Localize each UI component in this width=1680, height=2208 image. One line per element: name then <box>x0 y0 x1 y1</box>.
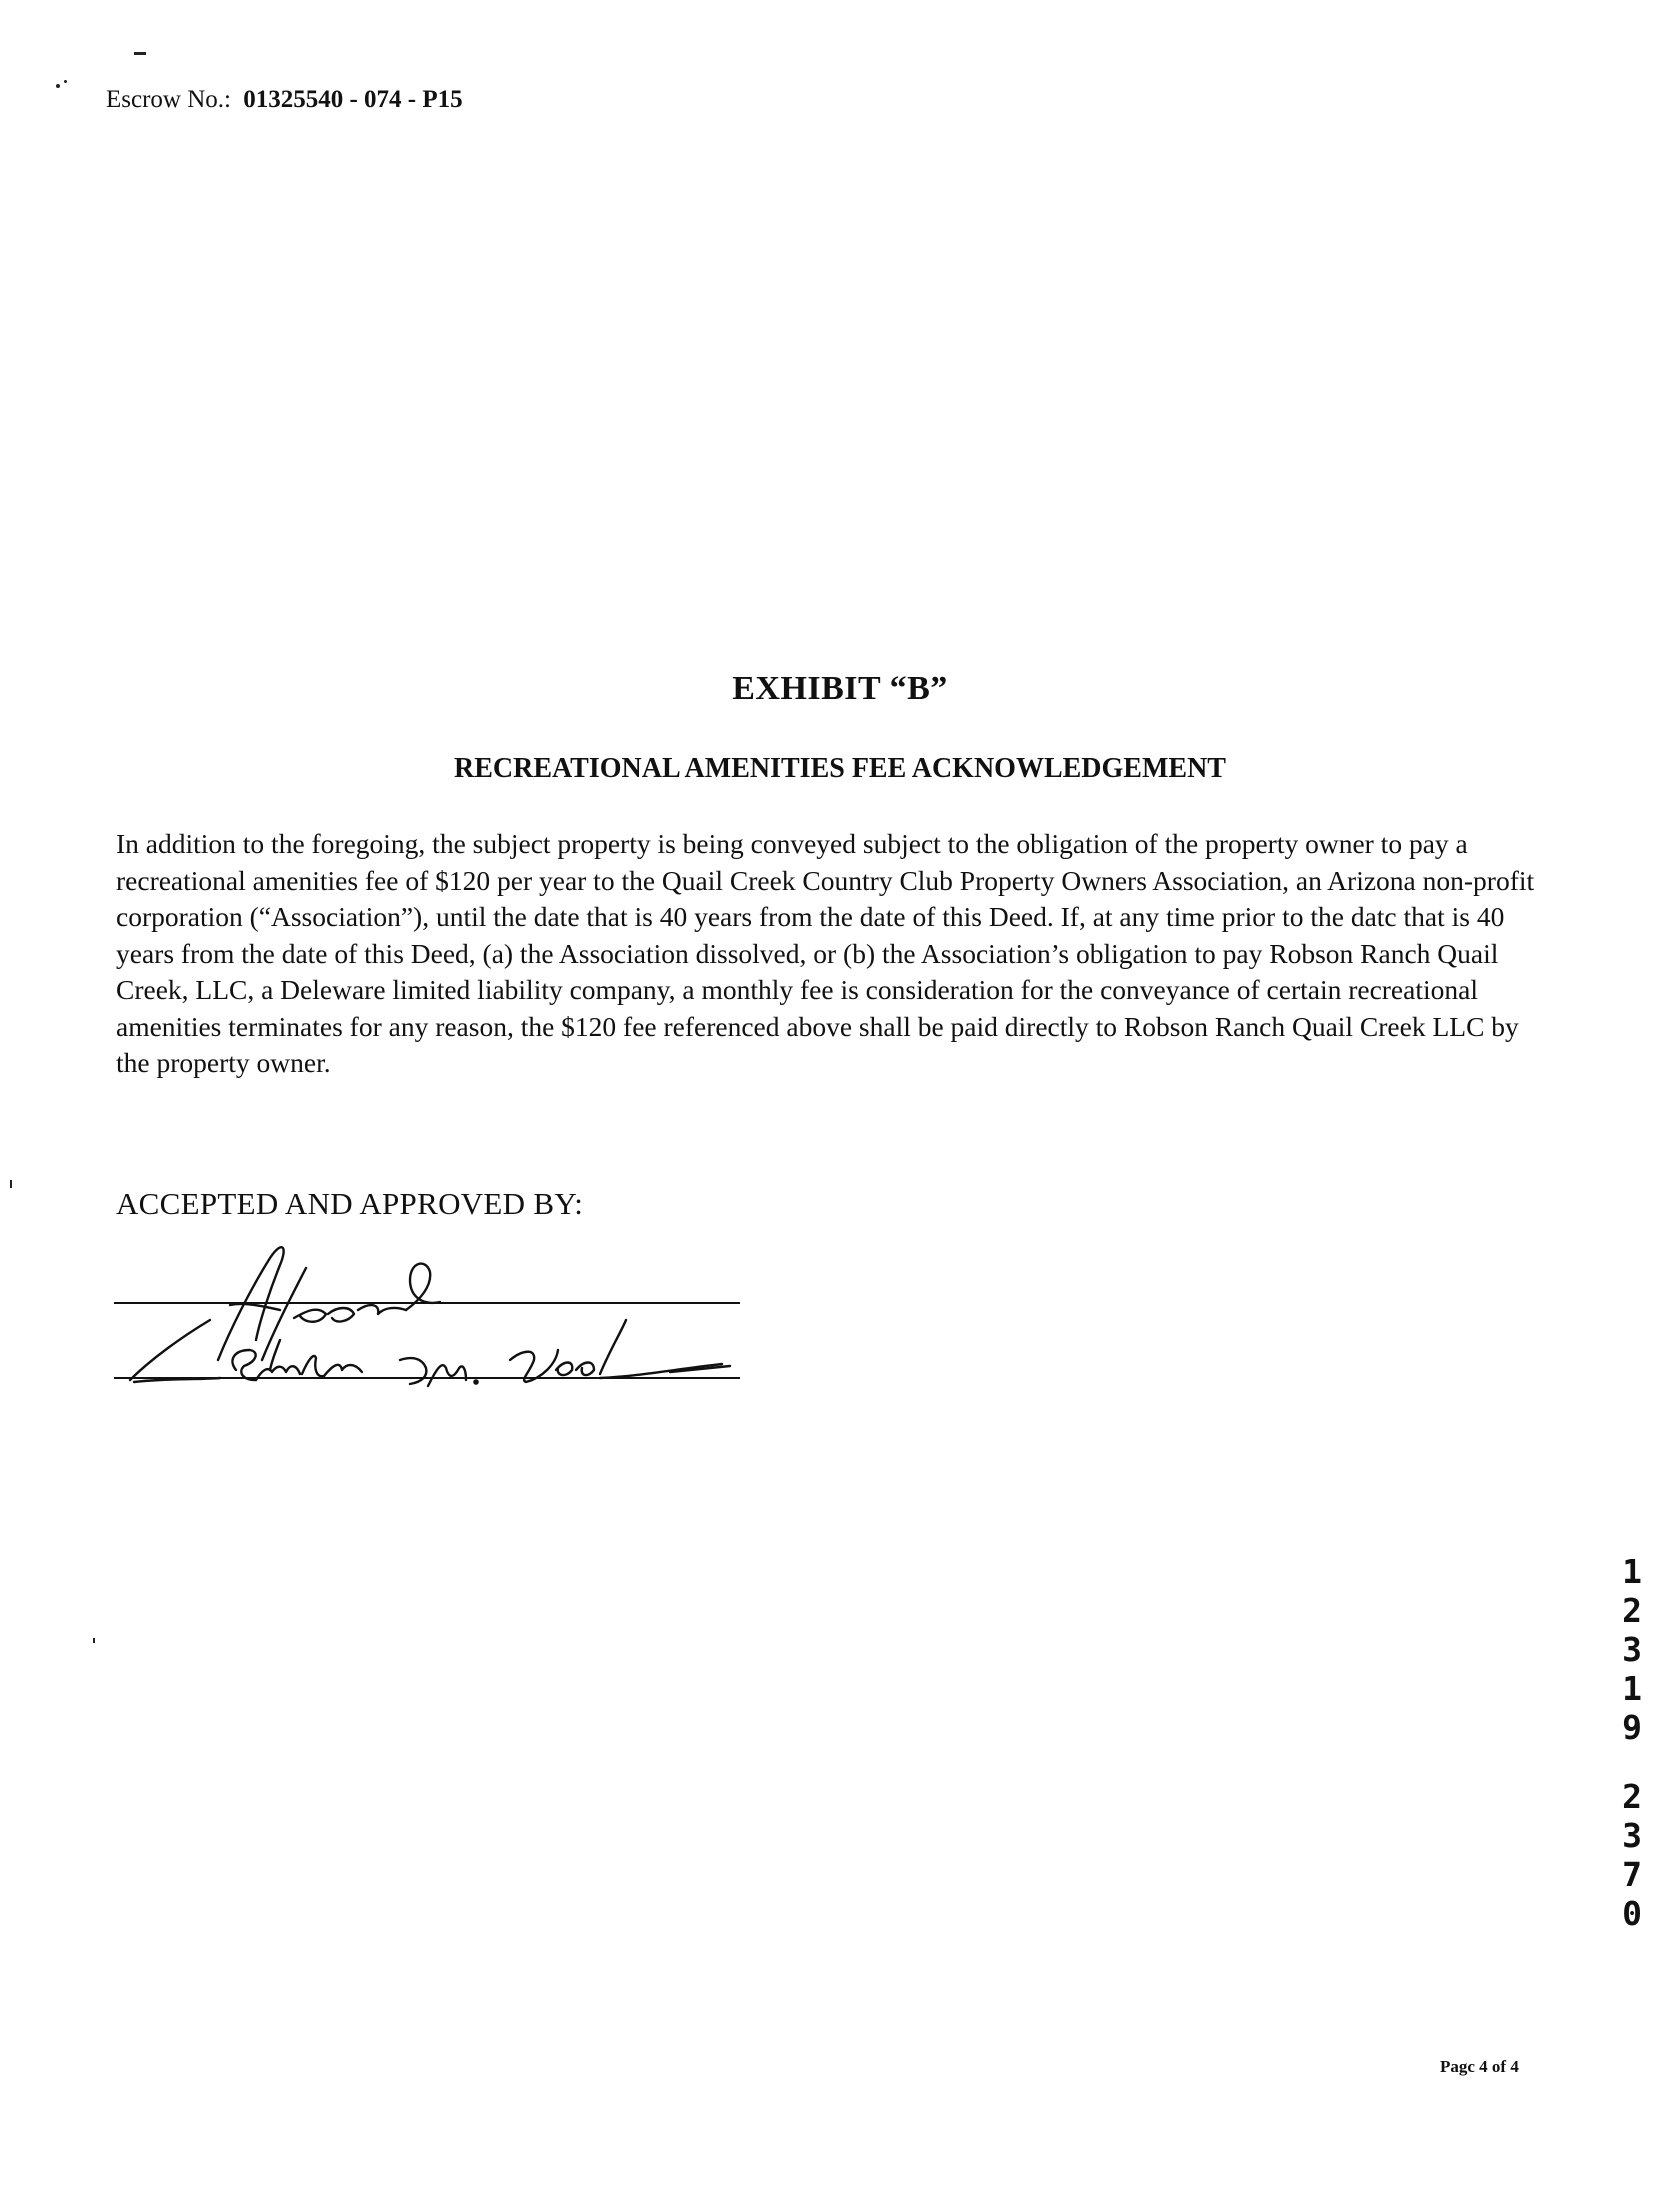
stamp-digit: 2 <box>1622 1777 1642 1816</box>
page-number: Pagc 4 of 4 <box>1440 2057 1519 2076</box>
acknowledgement-paragraph: In addition to the foregoing, the subject property is being conveyed subject to the obligation of the property owner to pay a recreational amenities fee of $120 per year to the Quail Creek Country Club Property Owners Association, an Arizona non-profit corporation (“Association”), until the date that is 40 years from the date of this Deed. If, at any time prior to the datc that is 40 years from the date of this Deed, (a) the Association dissolved, or (b) the Association’s obligation to pay Robson Ranch Quail Creek, LLC, a Deleware limited liability company, a monthly fee is consideration for the conveyance of certain recreational amenities terminates for any reason, the $120 fee referenced above shall be paid directly to Robson Ranch Quail Creek LLC by the property owner. <box>116 828 1535 1078</box>
stamp-gap <box>1612 1747 1652 1777</box>
escrow-number-header <box>106 86 463 114</box>
stamp-digit: 3 <box>1622 1816 1642 1855</box>
stamp-digit: 7 <box>1622 1855 1642 1894</box>
stamp-digit: 1 <box>1622 1669 1642 1708</box>
signature-1-text: Neal <box>130 1280 132 1281</box>
scan-speck <box>56 84 60 88</box>
handwritten-signature <box>110 1210 760 1410</box>
stamp-digit: 9 <box>1622 1708 1642 1747</box>
stamp-digit: 0 <box>1622 1894 1642 1933</box>
scan-speck <box>10 1180 12 1188</box>
escrow-label: Escrow No.: <box>106 86 231 113</box>
exhibit-title: EXHIBIT “B” <box>732 670 948 707</box>
signature-2-text: Emilie M. Neal <box>130 1400 137 1401</box>
document-recording-stamp <box>1612 1552 1652 1933</box>
scan-speck <box>64 80 67 83</box>
exhibit-subtitle: RECREATIONAL AMENITIES FEE ACKNOWLEDGEMENT <box>454 753 1226 784</box>
stamp-digit: 2 <box>1622 1591 1642 1630</box>
escrow-number: 01325540 - 074 - P15 <box>243 86 463 113</box>
stamp-digit: 1 <box>1622 1552 1642 1591</box>
accepted-approved-label: ACCEPTED AND APPROVED BY: <box>116 1186 584 1221</box>
stamp-digit: 3 <box>1622 1630 1642 1669</box>
scan-speck <box>134 52 146 55</box>
scan-speck <box>93 1638 95 1643</box>
